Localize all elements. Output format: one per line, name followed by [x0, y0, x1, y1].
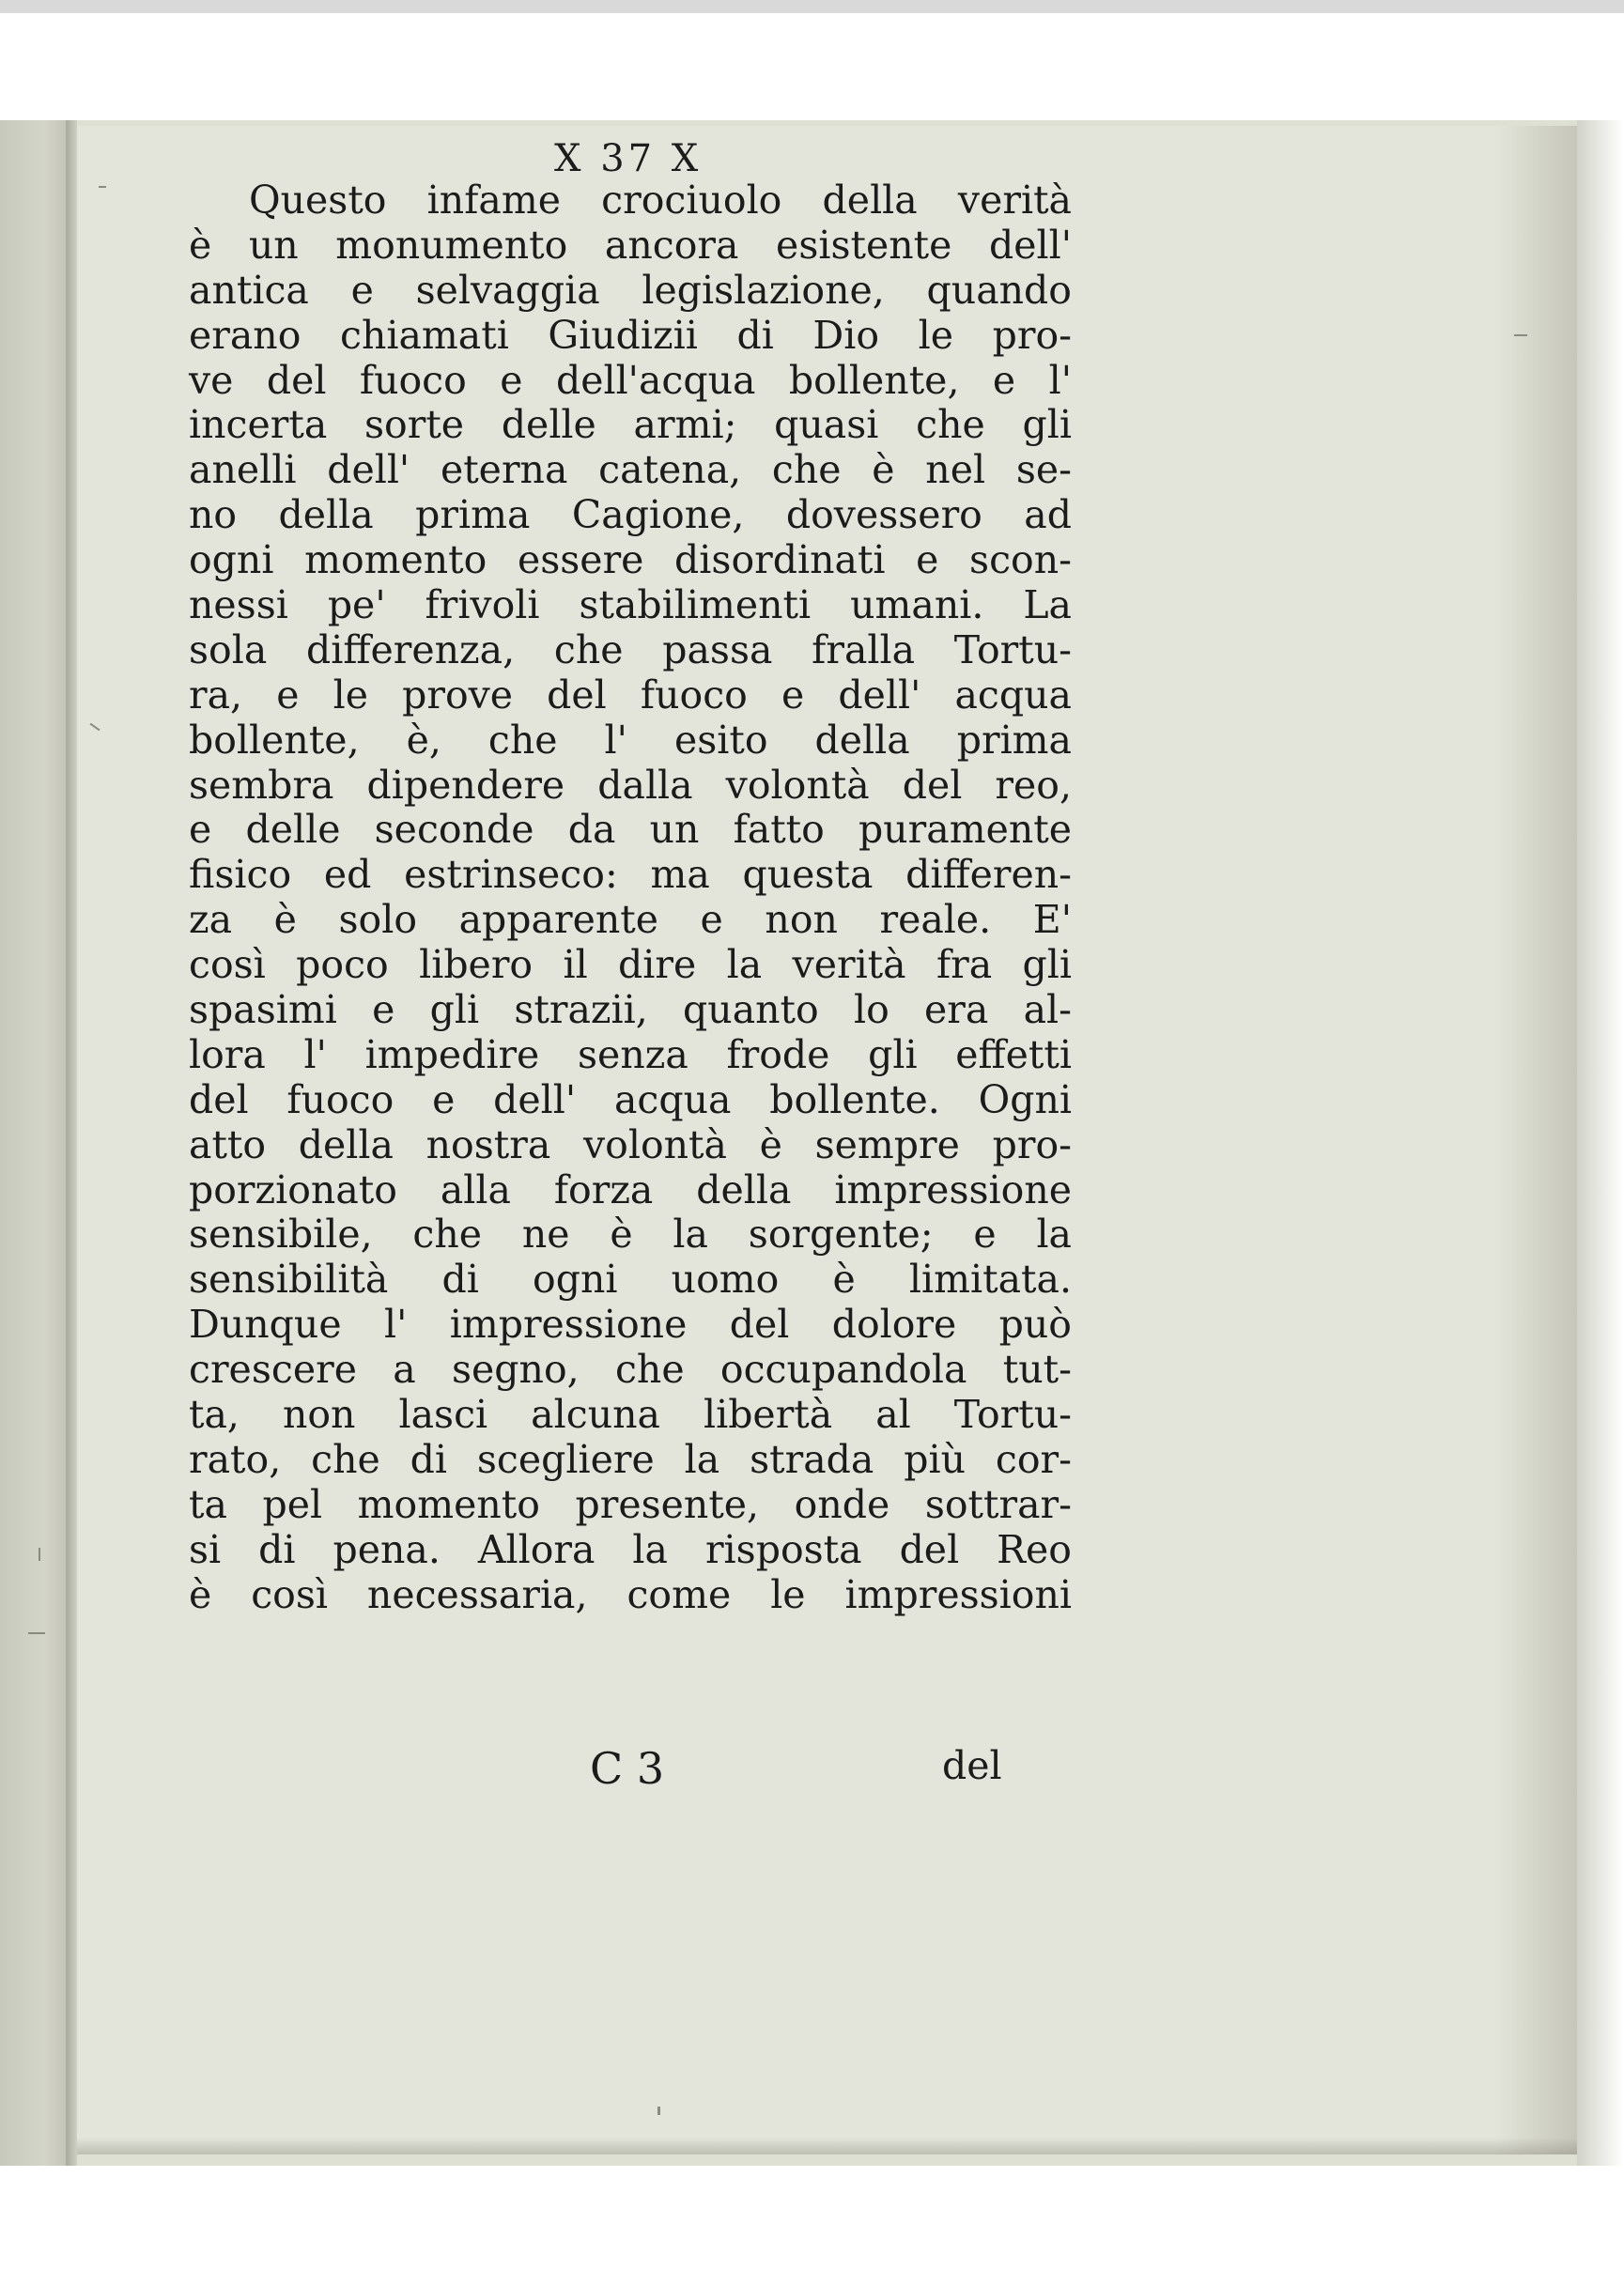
text-line: crescere a segno, che occupandola tut- [189, 1347, 1072, 1393]
scan-speck [28, 1632, 45, 1634]
text-line: sensibile, che ne è la sorgente; e la [189, 1212, 1072, 1258]
text-line: si di pena. Allora la risposta del Reo [189, 1526, 1072, 1572]
scan-speck [39, 1548, 40, 1561]
text-line: ta pel momento presente, onde sottrar- [189, 1481, 1072, 1527]
text-line: sembra dipendere dalla volontà del reo, [189, 762, 1072, 808]
text-line: bollente, è, che l' esito della prima [189, 717, 1072, 763]
text-line: fisico ed estrinseco: ma questa differen- [189, 852, 1072, 898]
text-line: è così necessaria, come le impressioni [189, 1571, 1072, 1617]
scan-speck [657, 2107, 660, 2115]
page-bottom-edge [77, 2138, 1580, 2154]
text-line: nessi pe' frivoli stabilimenti umani. La [189, 582, 1072, 628]
text-line: ogni momento essere disordinati e scon- [189, 537, 1072, 583]
page-body-text [189, 178, 1072, 1618]
text-line: antica e selvaggia legislazione, quando [189, 267, 1072, 313]
text-line: sensibilità di ogni uomo è limitata. [189, 1257, 1072, 1303]
text-line: no della prima Cagione, dovessero ad [189, 492, 1072, 538]
scan-speck [1514, 334, 1527, 336]
text-line: così poco libero il dire la verità fra gli [189, 942, 1072, 988]
scan-speck [99, 186, 106, 188]
scan-right-edge [1577, 120, 1624, 2166]
text-line: sola differenza, che passa fralla Tortu- [189, 626, 1072, 672]
text-line: za è solo apparente e non reale. E' [189, 897, 1072, 943]
catchword: del [942, 1743, 1002, 1788]
book-gutter [66, 120, 77, 2166]
page-edge-shadow [1495, 126, 1580, 2154]
text-line: rato, che di scegliere la strada più cor- [189, 1436, 1072, 1482]
text-line: è un monumento ancora esistente dell' [189, 222, 1072, 268]
text-line: del fuoco e dell' acqua bollente. Ogni [189, 1076, 1072, 1122]
page-running-header: X 37 X [554, 137, 703, 180]
text-line: anelli dell' eterna catena, che è nel se- [189, 447, 1072, 493]
text-line: spasimi e gli strazii, quanto lo era al- [189, 987, 1072, 1033]
previous-page-edge [0, 120, 73, 2166]
top-margin-band [0, 0, 1624, 13]
text-line: erano chiamati Giudizii di Dio le pro- [189, 312, 1072, 358]
text-line: incerta sorte delle armi; quasi che gli [189, 402, 1072, 448]
text-line: Dunque l' impressione del dolore può [189, 1302, 1072, 1348]
text-line: ra, e le prove del fuoco e dell' acqua [189, 672, 1072, 718]
text-line: lora l' impedire senza frode gli effetti [189, 1031, 1072, 1077]
signature-mark: C 3 [590, 1743, 665, 1794]
text-line: atto della nostra volontà è sempre pro- [189, 1121, 1072, 1167]
text-line: ta, non lasci alcuna libertà al Tortu- [189, 1392, 1072, 1438]
text-line: Questo infame crociuolo della verità [249, 178, 1072, 223]
text-line: porzionato alla forza della impressione [189, 1166, 1072, 1212]
text-line: ve del fuoco e dell'acqua bollente, e l' [189, 357, 1072, 403]
text-line: e delle seconde da un fatto puramente [189, 807, 1072, 853]
